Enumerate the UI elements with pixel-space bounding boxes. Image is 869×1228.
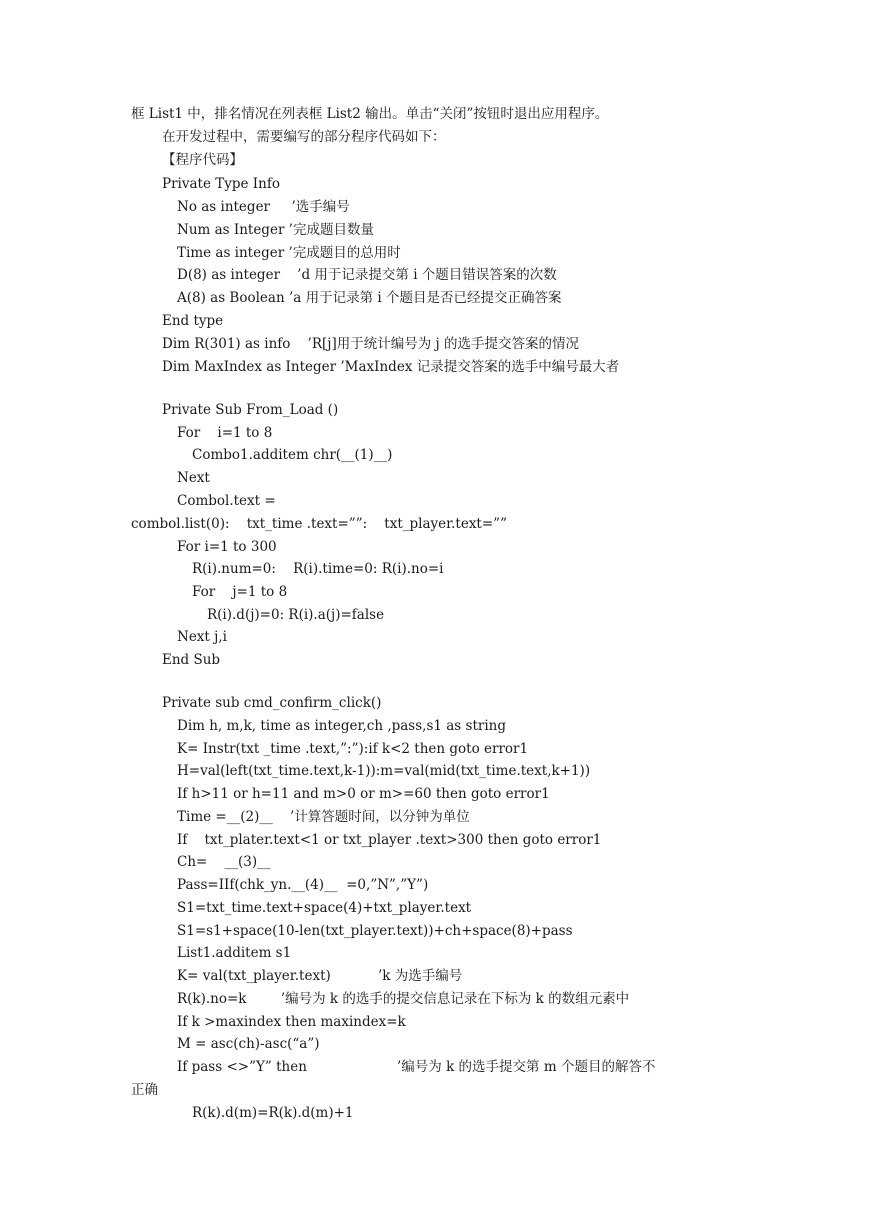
code-line: Next — [177, 470, 210, 486]
code-line: R(k).no=k ’编号为 k 的选手的提交信息记录在下标为 k 的数组元素中 — [177, 991, 630, 1007]
code-line: Time as integer ’完成题目的总用时 — [177, 245, 401, 261]
code-line: A(8) as Boolean ’a 用于记录第 i 个题目是否已经提交正确答案 — [177, 290, 562, 306]
code-line: R(k).d(m)=R(k).d(m)+1 — [192, 1105, 354, 1121]
code-line: For i=1 to 300 — [177, 539, 277, 555]
code-line: Num as Integer ’完成题目数量 — [177, 222, 374, 238]
code-line: Private sub cmd_confirm_click() — [162, 695, 382, 711]
code-line: K= val(txt_player.text) ’k 为选手编号 — [177, 968, 463, 984]
code-line: Combo1.additem chr(__(1)__) — [192, 447, 393, 463]
code-line: M = asc(ch)-asc(“a”) — [177, 1036, 320, 1052]
code-line: For i=1 to 8 — [177, 425, 273, 441]
code-line: For j=1 to 8 — [192, 584, 288, 600]
code-line: Next j,i — [177, 629, 227, 645]
code-line: If h>11 or h=11 and m>0 or m>=60 then goto error1 — [177, 786, 550, 802]
code-line: Ch= __(3)__ — [177, 854, 271, 870]
text-line-dev-process: 在开发过程中，需要编写的部分程序代码如下： — [162, 129, 446, 145]
text-line-intro: 框 List1 中，排名情况在列表框 List2 输出。单击“关闭”按钮时退出应用程序。 — [131, 106, 609, 122]
code-line: H=val(left(txt_time.text,k-1)):m=val(mid(txt_time.text,k+1)) — [177, 763, 591, 779]
code-line: combol.list(0): txt_time .text=””: txt_player.text=”” — [131, 516, 507, 532]
code-line: S1=txt_time.text+space(4)+txt_player.text — [177, 900, 472, 916]
code-line: 正确 — [131, 1082, 158, 1098]
code-line: No as integer ’选手编号 — [177, 199, 350, 215]
code-line: R(i).d(j)=0: R(i).a(j)=false — [207, 607, 385, 623]
code-line: Time =__(2)__ ’计算答题时间，以分钟为单位 — [177, 809, 470, 825]
code-line: Dim MaxIndex as Integer ’MaxIndex 记录提交答案的选手中编号最大者 — [162, 359, 620, 375]
code-line: R(i).num=0: R(i).time=0: R(i).no=i — [192, 561, 444, 577]
code-line: End type — [162, 313, 224, 329]
code-line: S1=s1+space(10-len(txt_player.text))+ch+space(8)+pass — [177, 923, 573, 939]
section-heading-code: 【程序代码】 — [162, 152, 243, 168]
code-line: D(8) as integer ’d 用于记录提交第 i 个题目错误答案的次数 — [177, 267, 557, 283]
code-line: End Sub — [162, 652, 221, 668]
code-line: If pass <>”Y” then ’编号为 k 的选手提交第 m 个题目的解答不 — [177, 1059, 656, 1075]
code-line: Pass=IIf(chk_yn.__(4)__ =0,”N”,”Y”) — [177, 877, 429, 893]
code-line: If txt_plater.text<1 or txt_player .text>300 then goto error1 — [177, 832, 602, 848]
code-line: List1.additem s1 — [177, 945, 292, 961]
code-line: Private Type Info — [162, 176, 280, 192]
code-line: K= Instr(txt _time .text,”:”):if k<2 then goto error1 — [177, 741, 529, 757]
code-line: Combol.text = — [177, 493, 276, 509]
code-line: Dim h, m,k, time as integer,ch ,pass,s1 as string — [177, 718, 506, 734]
code-line: Dim R(301) as info ’R[j]用于统计编号为 j 的选手提交答案的情况 — [162, 336, 580, 352]
code-line: Private Sub From_Load () — [162, 402, 339, 418]
code-line: If k >maxindex then maxindex=k — [177, 1014, 406, 1030]
